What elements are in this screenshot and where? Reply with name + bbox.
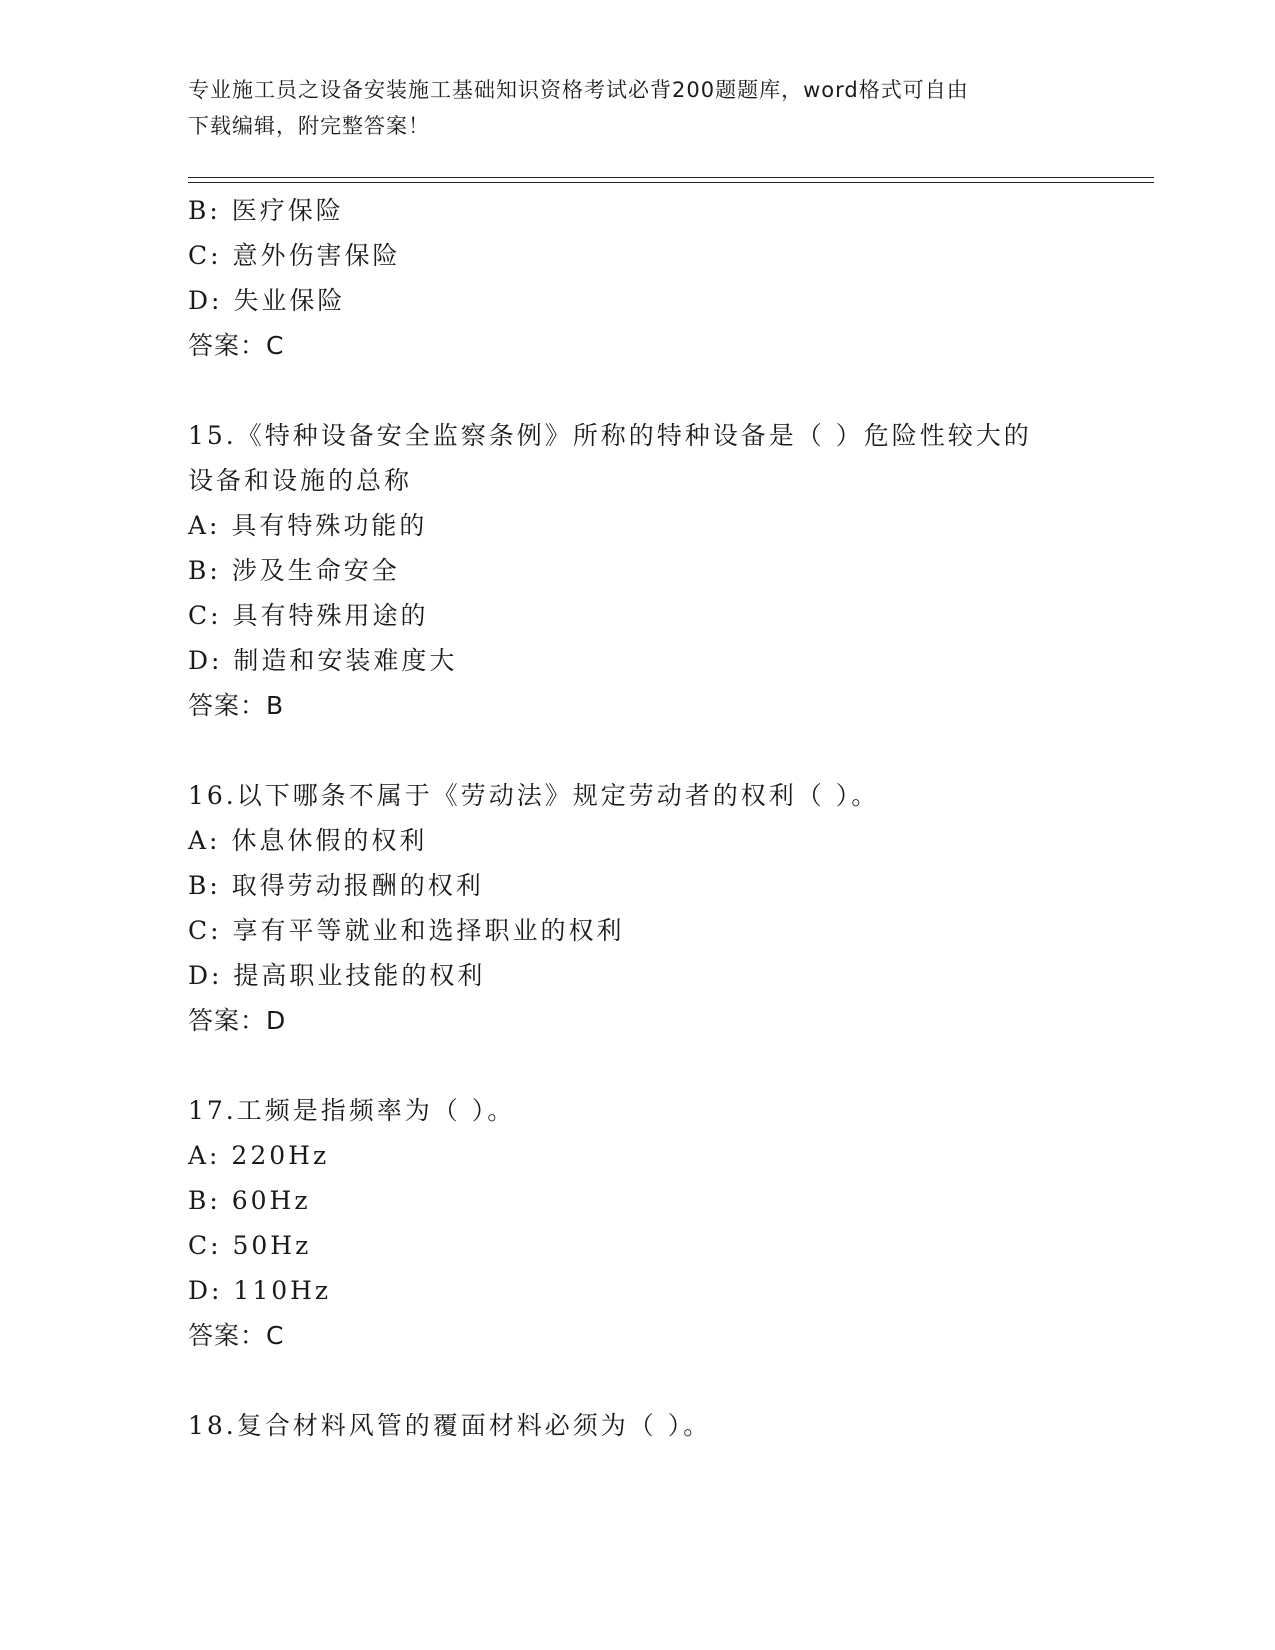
q18-stem: 18.复合材料风管的覆面材料必须为（ ）。 (188, 1411, 712, 1440)
q15-option-c: C: 具有特殊用途的 (188, 601, 429, 630)
q17-stem: 17.工频是指频率为（ ）。 (188, 1096, 516, 1125)
q15-option-a: A: 具有特殊功能的 (188, 511, 428, 540)
q16-answer: 答案：D (188, 1006, 287, 1035)
q17-option-d: D: 110Hz (188, 1276, 332, 1305)
q15-option-b: B: 涉及生命安全 (188, 556, 400, 585)
header-rule-bottom (188, 182, 1154, 183)
header-line-2: 下载编辑，附完整答案！ (188, 114, 430, 138)
q17-answer: 答案：C (188, 1321, 285, 1350)
q17-option-c: C: 50Hz (188, 1231, 312, 1260)
header-line-1: 专业施工员之设备安装施工基础知识资格考试必背200题题库，word格式可自由 (188, 78, 969, 102)
q16-option-c: C: 享有平等就业和选择职业的权利 (188, 916, 625, 945)
header-rule-top (188, 177, 1154, 178)
q15-answer: 答案：B (188, 691, 285, 720)
q16-option-a: A: 休息休假的权利 (188, 826, 428, 855)
q16-option-b: B: 取得劳动报酬的权利 (188, 871, 484, 900)
q17-option-a: A: 220Hz (188, 1141, 330, 1170)
q14-option-b: B: 医疗保险 (188, 196, 344, 225)
q15-stem-line-1: 15.《特种设备安全监察条例》所称的特种设备是（ ）危险性较大的 (188, 421, 1032, 450)
q17-option-b: B: 60Hz (188, 1186, 311, 1215)
q14-answer: 答案：C (188, 331, 285, 360)
q16-option-d: D: 提高职业技能的权利 (188, 961, 486, 990)
q15-stem-line-2: 设备和设施的总称 (188, 466, 413, 495)
q14-option-c: C: 意外伤害保险 (188, 241, 401, 270)
q16-stem: 16.以下哪条不属于《劳动法》规定劳动者的权利（ ）。 (188, 781, 880, 810)
q15-option-d: D: 制造和安装难度大 (188, 646, 458, 675)
q14-option-d: D: 失业保险 (188, 286, 346, 315)
document-header (188, 72, 1068, 144)
